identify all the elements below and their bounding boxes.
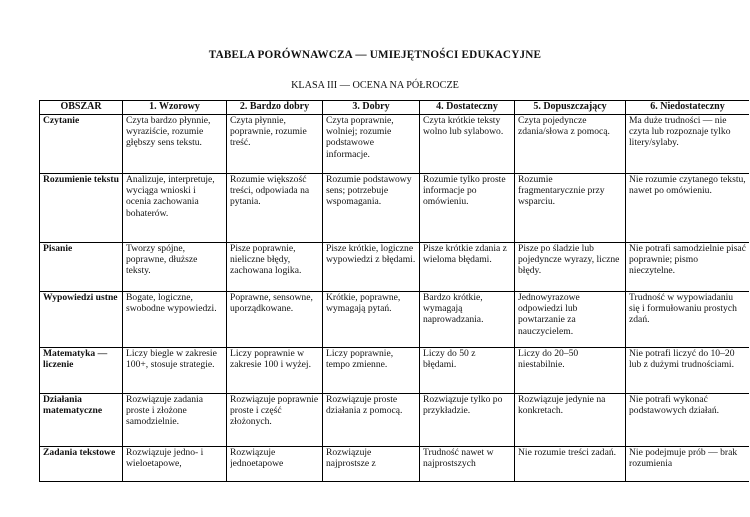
row-area-label: Czytanie — [40, 115, 123, 174]
table-cell: Nie potrafi liczyć do 10–20 lub z dużymi trudnościami. — [626, 348, 750, 394]
table-cell: Rozwiązuje jedno- i wieloetapowe, — [123, 447, 227, 482]
header-level-5: 5. Dopuszczający — [515, 101, 626, 115]
table-cell: Pisze po śladzie lub pojedyncze wyrazy, liczne błędy. — [515, 243, 626, 292]
header-level-1: 1. Wzorowy — [123, 101, 227, 115]
table-cell: Rozumie tylko proste informacje po omówieniu. — [420, 174, 515, 243]
table-cell: Bardzo krótkie, wymagają naprowadzania. — [420, 292, 515, 348]
table-row — [40, 292, 750, 348]
table-row — [40, 348, 750, 394]
table-row — [40, 447, 750, 482]
document-title: TABELA PORÓWNAWCZA — UMIEJĘTNOŚCI EDUKACYJNE — [208, 49, 542, 61]
table-cell: Jednowyrazowe odpowiedzi lub powtarzanie za nauczycielem. — [515, 292, 626, 348]
table-cell: Nie rozumie treści zadań. — [515, 447, 626, 482]
header-level-4: 4. Dostateczny — [420, 101, 515, 115]
comparison-table-container — [39, 100, 749, 483]
table-cell: Czyta krótkie teksty wolno lub sylabowo. — [420, 115, 515, 174]
table-cell: Ma duże trudności — nie czyta lub rozpoznaje tylko litery/sylaby. — [626, 115, 750, 174]
row-area-label: Matematyka — liczenie — [40, 348, 123, 394]
table-cell: Pisze krótkie, logiczne wypowiedzi z błędami. — [323, 243, 420, 292]
table-cell: Rozwiązuje poprawnie proste i część złożonych. — [227, 394, 323, 447]
table-cell: Trudność nawet w najprostszych — [420, 447, 515, 482]
table-cell: Liczy poprawnie, tempo zmienne. — [323, 348, 420, 394]
table-cell: Rozumie większość treści, odpowiada na pytania. — [227, 174, 323, 243]
table-cell: Tworzy spójne, poprawne, dłuższe teksty. — [123, 243, 227, 292]
table-cell: Rozwiązuje proste działania z pomocą. — [323, 394, 420, 447]
table-cell: Nie potrafi samodzielnie pisać poprawnie; pismo nieczytelne. — [626, 243, 750, 292]
table-cell: Czyta płynnie, poprawnie, rozumie treść. — [227, 115, 323, 174]
table-cell: Rozwiązuje jednoetapowe — [227, 447, 323, 482]
table-header-row — [40, 101, 750, 115]
table-row — [40, 243, 750, 292]
header-level-6: 6. Niedostateczny — [626, 101, 750, 115]
table-cell: Pisze poprawnie, nieliczne błędy, zachowana logika. — [227, 243, 323, 292]
row-area-label: Wypowiedzi ustne — [40, 292, 123, 348]
table-cell: Rozumie fragmentarycznie przy wsparciu. — [515, 174, 626, 243]
comparison-table — [39, 100, 749, 482]
table-cell: Pisze krótkie zdania z wieloma błędami. — [420, 243, 515, 292]
table-cell: Rozwiązuje zadania proste i złożone samodzielnie. — [123, 394, 227, 447]
table-cell: Nie podejmuje prób — brak rozumienia — [626, 447, 750, 482]
table-cell: Bogate, logiczne, swobodne wypowiedzi. — [123, 292, 227, 348]
row-area-label: Pisanie — [40, 243, 123, 292]
table-cell: Czyta pojedyncze zdania/słowa z pomocą. — [515, 115, 626, 174]
table-cell: Nie potrafi wykonać podstawowych działań. — [626, 394, 750, 447]
table-cell: Rozwiązuje jedynie na konkretach. — [515, 394, 626, 447]
table-cell: Liczy do 50 z błędami. — [420, 348, 515, 394]
table-cell: Nie rozumie czytanego tekstu, nawet po omówieniu. — [626, 174, 750, 243]
header-area: OBSZAR — [40, 101, 123, 115]
table-cell: Czyta poprawnie, wolniej; rozumie podstawowe informacje. — [323, 115, 420, 174]
header-level-2: 2. Bardzo dobry — [227, 101, 323, 115]
table-cell: Czyta bardzo płynnie, wyraziście, rozumie głębszy sens tekstu. — [123, 115, 227, 174]
row-area-label: Zadania tekstowe — [40, 447, 123, 482]
table-row — [40, 115, 750, 174]
table-row — [40, 394, 750, 447]
table-cell: Analizuje, interpretuje, wyciąga wnioski i ocenia zachowania bohaterów. — [123, 174, 227, 243]
header-level-3: 3. Dobry — [323, 101, 420, 115]
table-cell: Trudność w wypowiadaniu się i formułowaniu prostych zdań. — [626, 292, 750, 348]
table-cell: Rozumie podstawowy sens; potrzebuje wspomagania. — [323, 174, 420, 243]
table-row — [40, 174, 750, 243]
row-area-label: Rozumienie tekstu — [40, 174, 123, 243]
table-cell: Krótkie, poprawne, wymagają pytań. — [323, 292, 420, 348]
table-cell: Liczy poprawnie w zakresie 100 i wyżej. — [227, 348, 323, 394]
table-cell: Liczy biegle w zakresie 100+, stosuje strategie. — [123, 348, 227, 394]
table-cell: Rozwiązuje najprostsze z — [323, 447, 420, 482]
table-cell: Liczy do 20–50 niestabilnie. — [515, 348, 626, 394]
row-area-label: Działania matematyczne — [40, 394, 123, 447]
table-cell: Rozwiązuje tylko po przykładzie. — [420, 394, 515, 447]
document-subtitle: KLASA III — OCENA NA PÓŁROCZE — [291, 80, 459, 91]
table-cell: Poprawne, sensowne, uporządkowane. — [227, 292, 323, 348]
